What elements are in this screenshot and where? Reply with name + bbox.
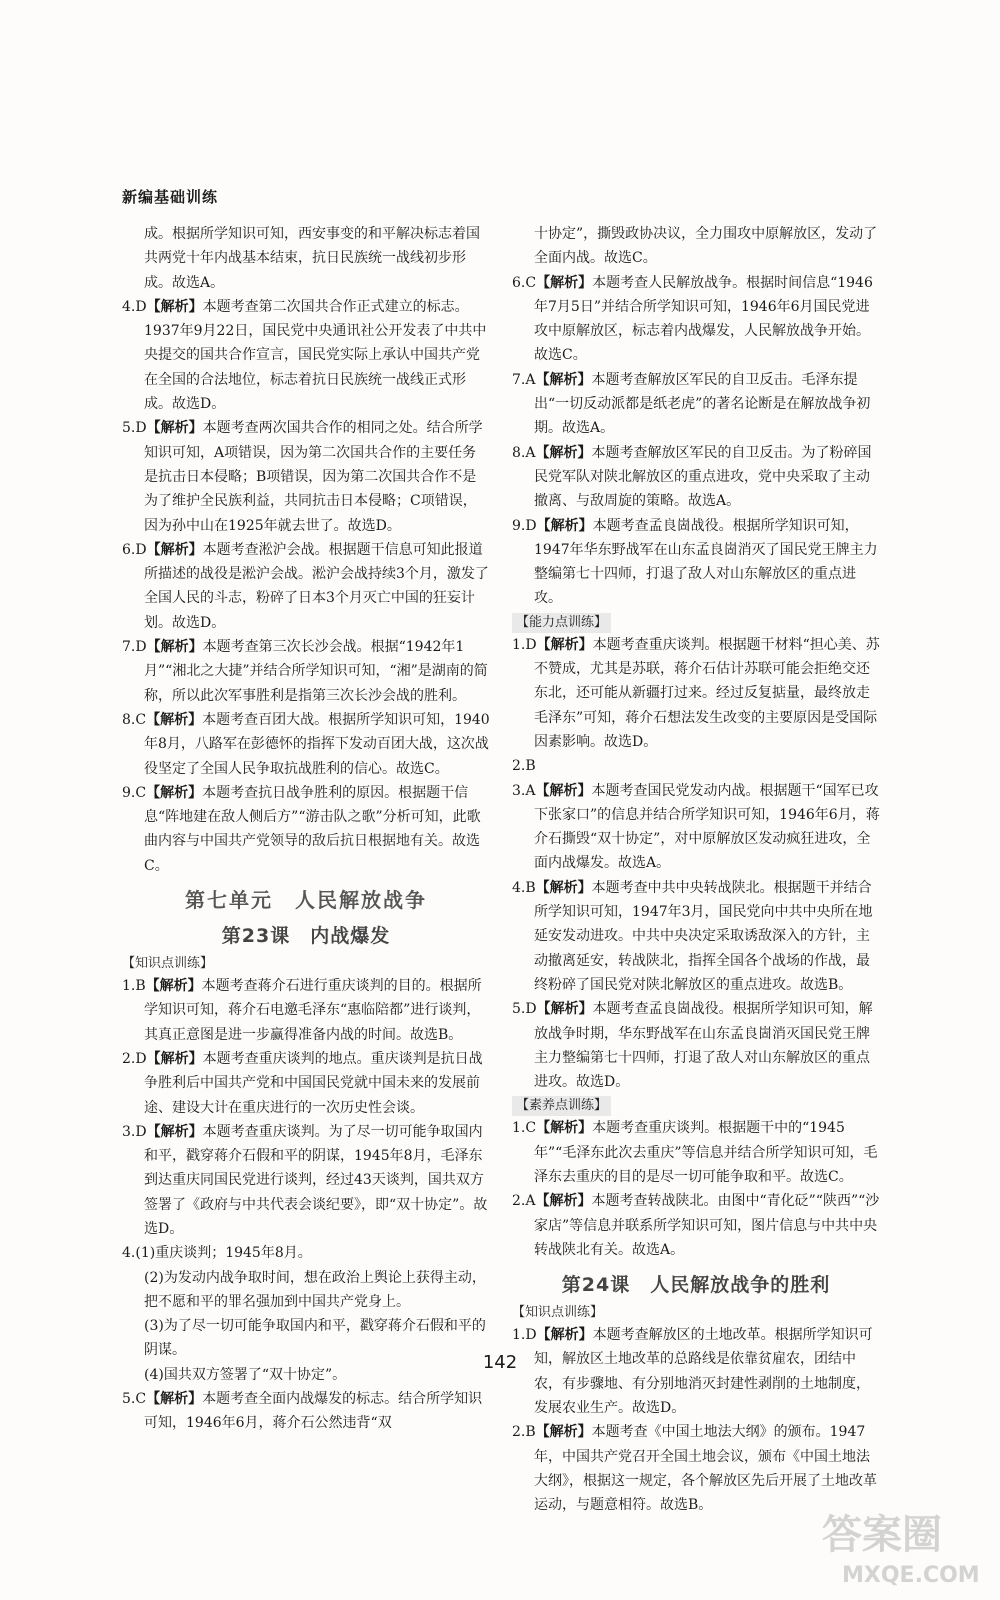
- answer-number: 5.D: [512, 1001, 537, 1018]
- section-label: 【知识点训练】: [122, 956, 214, 972]
- answer-number: 1.D: [512, 636, 537, 653]
- answer-number: 4.D: [122, 298, 147, 315]
- section-label-text: 素养点训练: [529, 1098, 595, 1114]
- analysis-tag: 【解析】: [146, 541, 203, 558]
- analysis-tag: 【解析】: [535, 782, 592, 799]
- answer-text: 本题考查孟良崮战役。根据所学知识可知，解放战争时期，华东野战军在山东孟良崮消灭国民党王牌主力整编第七十四师，打退了敌人对山东解放区的重点进攻。故选D。: [534, 1001, 873, 1091]
- watermark-logo: [812, 1500, 992, 1590]
- analysis-tag: 【解析】: [146, 298, 203, 315]
- analysis-tag: 【解析】: [535, 444, 592, 461]
- analysis-tag: 【解析】: [536, 636, 593, 653]
- answer-item: [512, 754, 880, 778]
- answer-number: 6.C: [512, 274, 537, 291]
- section-label: 【素养点训练】: [512, 1096, 611, 1116]
- answer-number: 6.D: [122, 541, 147, 558]
- answer-text: 本题考查国民党发动内战。根据题干“国军已攻下张家口”的信息并结合所学知识可知，1946年6月，蒋介石撕毁“双十协定”，对中原解放区发动疯狂进攻，全面内战爆发。故选A。: [534, 782, 880, 872]
- answer-text: 本题考查解放区军民的自卫反击。为了粉碎国民党军队对陕北解放区的重点进攻，党中央采取了主动撤离、与敌周旋的策略。故选A。: [534, 444, 872, 510]
- analysis-tag: 【解析】: [536, 1001, 593, 1018]
- continuation-text: 成。根据所学知识可知，西安事变的和平解决标志着国共两党十年内战基本结束，抗日民族统一战线初步形成。故选A。: [144, 226, 480, 291]
- answer-item: [122, 708, 490, 781]
- answer-number: 1.C: [512, 1120, 537, 1137]
- answer-text: 本题考查重庆谈判。根据题干材料“担心美、苏不赞成，尤其是苏联，蒋介石估计苏联可能会拒绝交还东北，还可能从新疆打过来。经过反复掂量，最终放走毛泽东”可知，蒋介石想法发生改变的主要原因是受国际因素影响。故选D。: [534, 636, 880, 750]
- sub-answer: (2)为发动内战争取时间，想在政治上舆论上获得主动，把不愿和平的罪名强加到中国共产党身上。: [144, 1269, 486, 1310]
- section-label: 【知识点训练】: [512, 1305, 604, 1321]
- answer-item: [512, 876, 880, 997]
- answer-text: 本题考查中共中央转战陕北。根据题干并结合所学知识可知，1947年3月，国民党向中共中央所在地延安发动进攻。中共中央决定采取诱敌深入的方针，主动撤离延安，转战陕北，指挥全国各个战场的作战，最终粉碎了国民党对陕北解放区的重点进攻。故选B。: [534, 879, 873, 993]
- answer-item: [512, 779, 880, 876]
- answer-text: 本题考查《中国土地法大纲》的颁布。1947年，中国共产党召开全国土地会议，颁布《中国土地法大纲》，根据这一规定，各个解放区先后开展了土地改革运动，与题意相符。故选B。: [534, 1424, 877, 1514]
- analysis-tag: 【解析】: [146, 1050, 203, 1067]
- answer-text: (1)重庆谈判；1945年8月。: [135, 1245, 312, 1262]
- analysis-tag: 【解析】: [535, 879, 592, 896]
- answer-text: 本题考查转战陕北。由图中“青化砭”“陕西”“沙家店”等信息并联系所学知识可知，图片信息与中共中央转战陕北有关。故选A。: [534, 1193, 880, 1258]
- answer-item: [122, 416, 490, 537]
- answer-number: 8.A: [512, 444, 536, 461]
- analysis-tag: 【解析】: [146, 711, 203, 728]
- section-label-text: 能力点训练: [529, 614, 595, 630]
- answer-item: [122, 1047, 490, 1120]
- answer-text: 本题考查重庆谈判。根据题干中的“1945年”“毛泽东此次去重庆”等信息并结合所学知识可知，毛泽东去重庆的目的是尽一切可能争取和平。故选C。: [534, 1120, 878, 1185]
- answer-number: 2.D: [122, 1050, 147, 1067]
- answer-item: [512, 633, 880, 754]
- answer-item: [122, 295, 490, 416]
- section-label: 【能力点训练】: [512, 613, 611, 633]
- answer-text: 本题考查重庆谈判的地点。重庆谈判是抗日战争胜利后中国共产党和中国国民党就中国未来的发展前途、建设大计在重庆进行的一次历史性会谈。: [144, 1050, 483, 1116]
- answer-text: 本题考查孟良崮战役。根据所学知识可知，1947年华东野战军在山东孟良崮消灭了国民党王牌主力整编第七十四师，打退了敌人对山东解放区的重点进攻。: [534, 517, 878, 607]
- answer-item: [122, 635, 490, 708]
- analysis-tag: 【解析】: [146, 1391, 203, 1408]
- answer-item: [512, 514, 880, 611]
- analysis-tag: 【解析】: [145, 978, 202, 995]
- left-column: [122, 222, 490, 1436]
- answer-item: [122, 538, 490, 635]
- answer-item: [122, 781, 490, 878]
- answer-number: 5.D: [122, 420, 147, 437]
- answer-number: 2.B: [512, 1424, 536, 1441]
- book-title: 新编基础训练: [122, 188, 219, 206]
- analysis-tag: 【解析】: [146, 639, 203, 656]
- answer-text: 本题考查抗日战争胜利的原因。根据题干信息“阵地建在敌人侧后方”“游击队之歌”分析可知，此歌曲内容与中国共产党领导的敌后抗日根据地有关。故选C。: [144, 784, 481, 874]
- answer-text: 本题考查第三次长沙会战。根据“1942年1月”“湘北之大捷”并结合所学知识可知，“湘”是湖南的简称，所以此次军事胜利是指第三次长沙会战的胜利。: [144, 639, 488, 704]
- lesson-title: 第24课 人民解放战争的胜利: [561, 1274, 831, 1297]
- analysis-tag: 【解析】: [535, 1193, 592, 1210]
- analysis-tag: 【解析】: [535, 371, 592, 388]
- answer-text: 本题考查百团大战。根据所学知识可知，1940年8月，八路军在彭德怀的指挥下发动百团大战，这次战役坚定了全国人民争取抗战胜利的信心。故选C。: [144, 711, 490, 777]
- answer-number: 1.B: [122, 978, 146, 995]
- answer-number: 1.D: [512, 1327, 537, 1344]
- right-column: [512, 222, 880, 1518]
- answer-item: [512, 1189, 880, 1262]
- section-label-text: 知识点训练: [135, 956, 201, 972]
- analysis-tag: 【解析】: [535, 1424, 592, 1441]
- answer-item: [512, 271, 880, 368]
- answer-number: 2.A: [512, 1193, 536, 1210]
- answer-text: 本题考查解放区的土地改革。根据所学知识可知，解放区土地改革的总路线是依靠贫雇农，团结中农，有步骤地、有分别地消灭封建性剥削的土地制度，发展农业生产。故选D。: [534, 1327, 873, 1417]
- answer-item: [122, 1241, 490, 1265]
- sub-answer: (4)国共双方签署了“双十协定”。: [144, 1366, 347, 1383]
- sub-answer: (3)为了尽一切可能争取国内和平，戳穿蒋介石假和平的阴谋。: [144, 1318, 486, 1359]
- answer-text: 本题考查解放区军民的自卫反击。毛泽东提出“一切反动派都是纸老虎”的著名论断是在解放战争初期。故选A。: [534, 371, 871, 437]
- answer-text: 本题考查人民解放战争。根据时间信息“1946年7月5日”并结合所学知识可知，1946年6月国民党进攻中原解放区，标志着内战爆发，人民解放战争开始。故选C。: [534, 274, 873, 364]
- answer-number: 3.A: [512, 782, 536, 799]
- answer-item: [122, 1387, 490, 1436]
- answer-item: [512, 441, 880, 514]
- analysis-tag: 【解析】: [146, 784, 203, 801]
- answer-text: 本题考查重庆谈判。为了尽一切可能争取国内和平，戳穿蒋介石假和平的阴谋，1945年8月，毛泽东到达重庆同国民党进行谈判，经过43天谈判，国共双方签署了《政府与中共代表会谈纪要》，即“双十协定”。故选D。: [144, 1123, 488, 1237]
- analysis-tag: 【解析】: [146, 420, 203, 437]
- watermark-url: MXQE.COM: [842, 1563, 980, 1588]
- answer-number: 7.A: [512, 371, 536, 388]
- answer-number: 2.B: [512, 758, 536, 775]
- answer-text: 本题考查蒋介石进行重庆谈判的目的。根据所学知识可知，蒋介石电邀毛泽东“惠临陪都”进行谈判，其真正意图是进一步赢得准备内战的时间。故选B。: [144, 978, 482, 1043]
- answer-number: 9.C: [122, 784, 147, 801]
- lesson-title: 第23课 内战爆发: [221, 925, 391, 948]
- analysis-tag: 【解析】: [536, 517, 593, 534]
- answer-number: 9.D: [512, 517, 537, 534]
- answer-item: [512, 368, 880, 441]
- answer-text: 本题考查全面内战爆发的标志。结合所学知识可知，1946年6月，蒋介石公然违背“双: [144, 1391, 483, 1432]
- answer-text: 本题考查淞沪会战。根据题干信息可知此报道所描述的战役是淞沪会战。淞沪会战持续3个月，激发了全国人民的斗志，粉碎了日本3个月灭亡中国的狂妄计划。故选D。: [144, 541, 489, 631]
- answer-number: 3.D: [122, 1123, 147, 1140]
- analysis-tag: 【解析】: [536, 1120, 593, 1137]
- answer-number: 8.C: [122, 711, 147, 728]
- answer-item: [122, 974, 490, 1047]
- answer-item: [122, 1120, 490, 1241]
- page-number: 142: [482, 1352, 518, 1373]
- answer-number: 4.B: [512, 879, 536, 896]
- answer-item: [512, 1116, 880, 1189]
- answer-text: 本题考查第二次国共合作正式建立的标志。1937年9月22日，国民党中央通讯社公开发表了中共中央提交的国共合作宣言，国民党实际上承认中国共产党在全国的合法地位，标志着抗日民族统一战线正式形成。故选D。: [144, 298, 487, 413]
- watermark-text: 答案圈: [822, 1512, 942, 1558]
- section-label-text: 知识点训练: [525, 1305, 591, 1321]
- answer-number: 4.: [122, 1245, 136, 1262]
- analysis-tag: 【解析】: [536, 1327, 593, 1344]
- continuation-text: 十协定”，撕毁政协决议，全力围攻中原解放区，发动了全面内战。故选C。: [534, 226, 878, 267]
- unit-title: 第七单元 人民解放战争: [185, 888, 427, 913]
- analysis-tag: 【解析】: [536, 274, 593, 291]
- answer-number: 5.C: [122, 1391, 147, 1408]
- answer-item: [512, 997, 880, 1094]
- answer-text: 本题考查两次国共合作的相同之处。结合所学知识可知，A项错误，因为第二次国共合作的主要任务是抗击日本侵略；B项错误，因为第二次国共合作不是为了维护全民族利益，共同抗击日本侵略；C项错误，因为孙中山在1925年就去世了。故选D。: [144, 420, 483, 534]
- answer-number: 7.D: [122, 639, 147, 656]
- analysis-tag: 【解析】: [146, 1123, 203, 1140]
